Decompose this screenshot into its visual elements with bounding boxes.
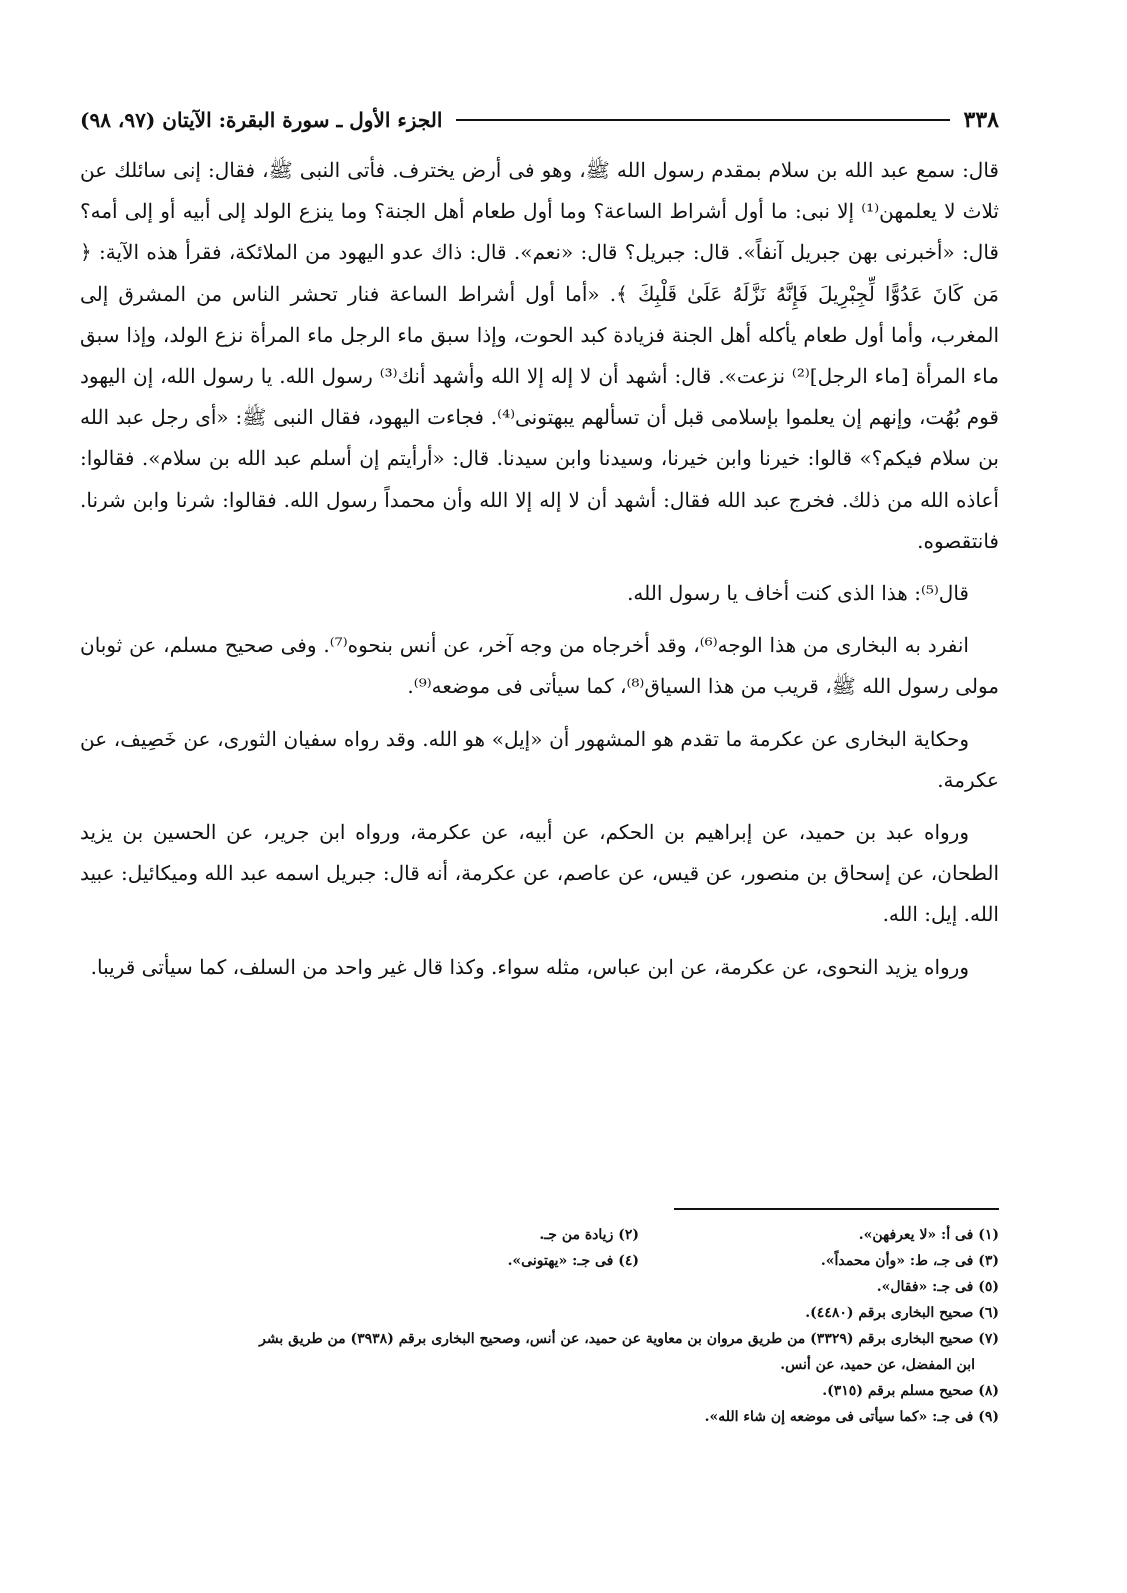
- footnote-row: [80, 1222, 999, 1248]
- paragraph-hadith: قال: سمع عبد الله بن سلام بمقدم رسول الله ﷺ، وهو فى أرض يخترف. فأتى النبى ﷺ، فقال: إنى سائلك عن ثلاث لا يعلمهن⁽¹⁾ إلا نبى: ما أول أشراط الساعة؟ وما أول طعام أهل الجنة؟ وما ينزع الولد إلى أبيه أو إلى أمه؟ قال: «أخبرنى بهن جبريل آنفاً». قال: جبريل؟ قال: «نعم». قال: ذاك عدو اليهود من الملائكة، فقرأ هذه الآية: ﴿ مَن كَانَ عَدُوًّا لِّجِبْرِيلَ فَإِنَّهُ نَزَّلَهُ عَلَىٰ قَلْبِكَ ﴾. «أما أول أشراط الساعة فنار تحشر الناس من المشرق إلى المغرب، وأما أول طعام يأكله أهل الجنة فزيادة كبد الحوت، وإذا سبق ماء الرجل ماء المرأة نزع الولد، وإذا سبق ماء المرأة [ماء الرجل]⁽²⁾ نزعت». قال: أشهد أن لا إله إلا الله وأشهد أنك⁽³⁾ رسول الله. يا رسول الله، إن اليهود قوم بُهُت، وإنهم إن يعلموا بإسلامى قبل أن تسألهم يبهتونى⁽⁴⁾. فجاءت اليهود، فقال النبى ﷺ: «أى رجل عبد الله بن سلام فيكم؟» قالوا: خيرنا وابن خيرنا، وسيدنا وابن سيدنا. قال: «أرأيتم إن أسلم عبد الله بن سلام». فقالوا: أعاذه الله من ذلك. فخرج عبد الله فقال: أشهد أن لا إله إلا الله وأن محمداً رسول الله. فقالوا: شرنا وابن شرنا. فانتقصوه.: [80, 158, 999, 553]
- footnote-6: (٦) صحيح البخارى برقم (٤٤٨٠).: [805, 1305, 999, 1321]
- footnote-7-line-2: ابن المفضل، عن حميد، عن أنس.: [780, 1357, 975, 1373]
- footnote-5: (٥) فى جـ: «فقال».: [876, 1279, 999, 1295]
- footnote-1: (١) فى أ: «لا يعرفهن».: [858, 1227, 999, 1243]
- paragraph-2: قال⁽⁵⁾: هذا الذى كنت أخاف يا رسول الله.: [627, 581, 969, 606]
- header-rule: [456, 119, 949, 121]
- footnote-row: [80, 1248, 999, 1274]
- paragraph-4: وحكاية البخارى عن عكرمة ما تقدم هو المشهور أن «إيل» هو الله. وقد رواه سفيان الثورى، عن خَصِيف، عن عكرمة.: [80, 726, 999, 792]
- footnote-4: (٤) فى جـ: «يهتونى».: [507, 1253, 639, 1269]
- footnote-7-line-1: (٧) صحيح البخارى برقم (٣٣٢٩) من طريق مروان بن معاوية عن حميد، عن أنس، وصحيح البخارى برقم (٣٩٣٨) من طريق بشر: [259, 1331, 999, 1347]
- paragraph-6: ورواه يزيد النحوى، عن عكرمة، عن ابن عباس، مثله سواء. وكذا قال غير واحد من السلف، كما سيأتى قريبا.: [90, 954, 969, 979]
- footnote-separator: [674, 1208, 999, 1210]
- footnote-3: (٣) فى جـ، ط: «وأن محمداً».: [820, 1253, 999, 1269]
- footnote-9: (٩) فى جـ: «كما سيأتى فى موضعه إن شاء الله».: [704, 1409, 999, 1425]
- footnote-8: (٨) صحيح مسلم برقم (٣١٥).: [822, 1383, 999, 1399]
- footnotes: [80, 1222, 999, 1430]
- footnote-2: (٢) زيادة من جـ.: [539, 1227, 639, 1243]
- paragraph-3: انفرد به البخارى من هذا الوجه⁽⁶⁾، وقد أخرجاه من وجه آخر، عن أنس بنحوه⁽⁷⁾. وفى صحيح مسلم، عن ثوبان مولى رسول الله ﷺ، قريب من هذا السياق⁽⁸⁾، كما سيأتى فى موضعه⁽⁹⁾.: [80, 633, 999, 699]
- page-header: [80, 100, 999, 140]
- footnote-7: [80, 1326, 999, 1378]
- main-text: [80, 150, 999, 988]
- paragraph-5: ورواه عبد بن حميد، عن إبراهيم بن الحكم، عن أبيه، عن عكرمة، ورواه ابن جرير، عن الحسين بن يزيد الطحان، عن إسحاق بن منصور، عن قيس، عن عاصم، عن عكرمة، أنه قال: جبريل اسمه عبد الله وميكائيل: عبيد الله. إيل: الله.: [80, 820, 999, 927]
- running-title: الجزء الأول ـ سورة البقرة: الآيتان (٩٧، ٩٨): [80, 108, 443, 132]
- page-number: ٣٣٨: [963, 107, 999, 133]
